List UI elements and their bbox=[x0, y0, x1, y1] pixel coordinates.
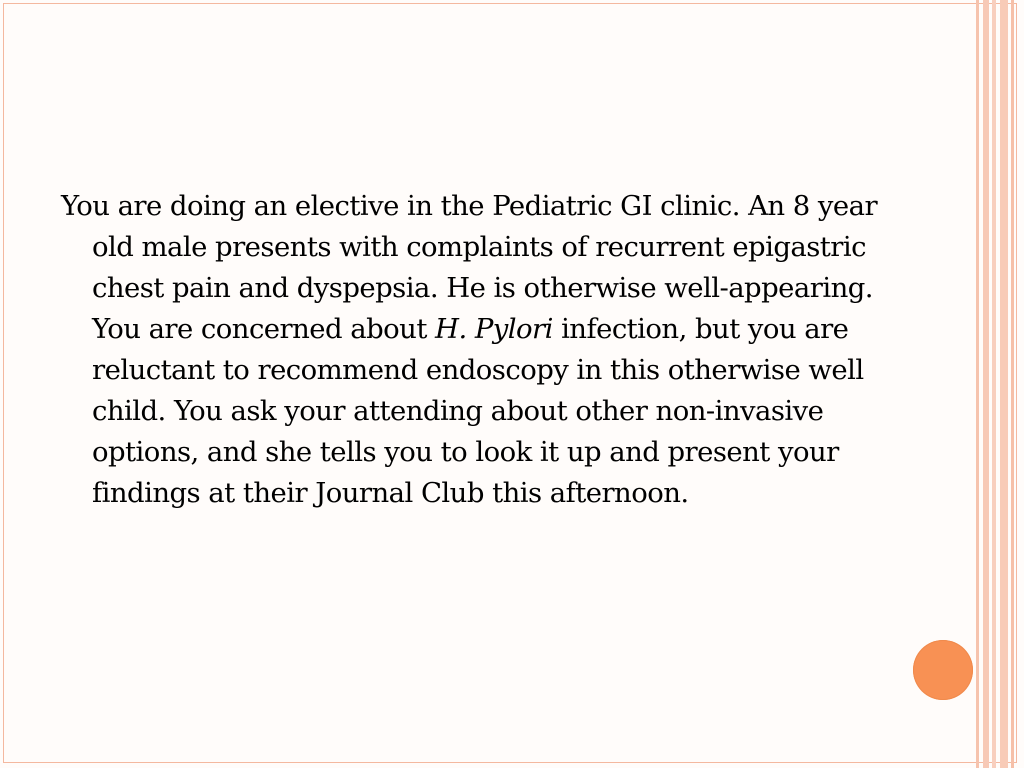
case-text-part-2: infection, but you are reluctant to recommend endoscopy in this otherwise well child. You ask your attending about other non-invasive options, and she tells you to look it up and present your findings at their Journal Club this afternoon. bbox=[92, 313, 864, 509]
decorative-stripe bbox=[1011, 0, 1014, 768]
decorative-orange-circle bbox=[913, 640, 973, 700]
decorative-stripe bbox=[992, 0, 996, 768]
organism-name: H. Pylori bbox=[435, 313, 553, 345]
case-paragraph bbox=[61, 186, 912, 514]
decorative-stripe bbox=[976, 0, 979, 768]
case-text-part-1: You are doing an elective in the Pediatric GI clinic. An 8 year old male presents with complaints of recurrent epigastric chest pain and dyspepsia. He is otherwise well-appearing. You are concerned about bbox=[61, 190, 878, 345]
decorative-stripe bbox=[983, 0, 989, 768]
decorative-stripe bbox=[1000, 0, 1008, 768]
